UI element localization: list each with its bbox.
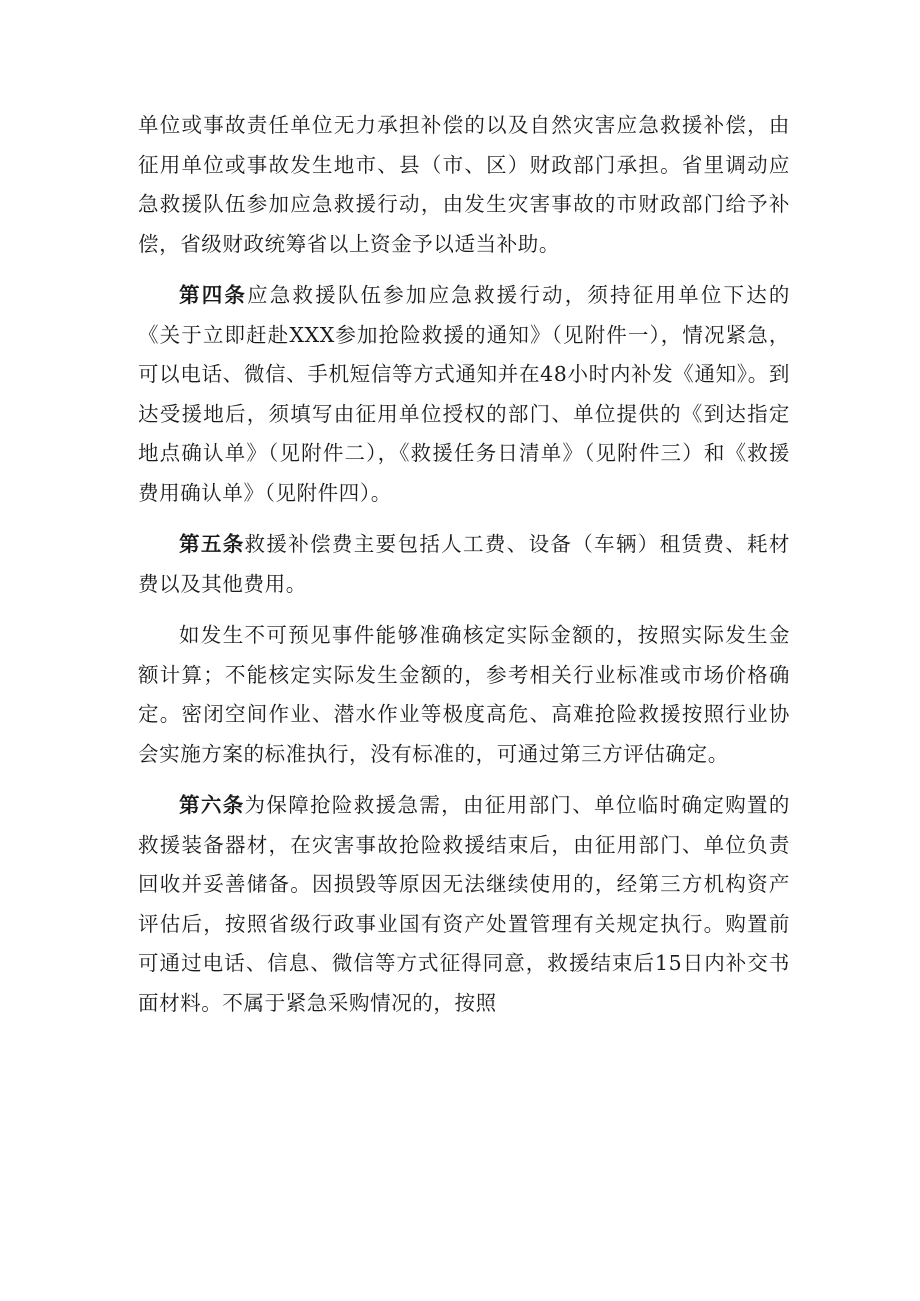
paragraph-text: 为保障抢险救援急需，由征用部门、单位临时确定购置的救援装备器材，在灾害事故抢险救援结束后，由征用部门、单位负责回收并妥善储备。因损毁等原因无法继续使用的，经第三方机构资产评估后，按照省级行政事业国有资产处置管理有关规定执行。购置前可通过电话、信息、微信等方式征得同意，救援结束后15日内补交书面材料。不属于紧急采购情况的，按照 <box>138 793 790 1015</box>
document-page <box>138 106 790 1023</box>
paragraph-text: 单位或事故责任单位无力承担补偿的以及自然灾害应急救援补偿，由征用单位或事故发生地市、县（市、区）财政部门承担。省里调动应急救援队伍参加应急救援行动，由发生灾害事故的市财政部门给予补偿，省级财政统筹省以上资金予以适当补助。 <box>138 113 790 256</box>
article-heading: 第四条 <box>179 283 248 307</box>
article-5-paragraph-2 <box>138 616 790 774</box>
paragraph-text: 应急救援队伍参加应急救援行动，须持征用单位下达的《关于立即赶赴XXX参加抢险救援的通知》（见附件一），情况紧急，可以电话、微信、手机短信等方式通知并在48小时内补发《通知》。到达受援地后，须填写由征用单位授权的部门、单位提供的《到达指定地点确认单》（见附件二），《救援任务日清单》（见附件三）和《救援费用确认单》（见附件四）。 <box>138 283 790 505</box>
article-heading: 第五条 <box>179 532 245 556</box>
article-4 <box>138 276 790 513</box>
paragraph-text: 如发生不可预见事件能够准确核定实际金额的，按照实际发生金额计算；不能核定实际发生金额的，参考相关行业标准或市场价格确定。密闭空间作业、潜水作业等极度高危、高难抢险救援按照行业协会实施方案的标准执行，没有标准的，可通过第三方评估确定。 <box>138 623 790 766</box>
paragraph-continued <box>138 106 790 264</box>
article-6 <box>138 786 790 1023</box>
article-5 <box>138 525 790 604</box>
article-heading: 第六条 <box>179 793 245 817</box>
paragraph-text: 救援补偿费主要包括人工费、设备（车辆）租赁费、耗材费以及其他费用。 <box>138 532 790 596</box>
